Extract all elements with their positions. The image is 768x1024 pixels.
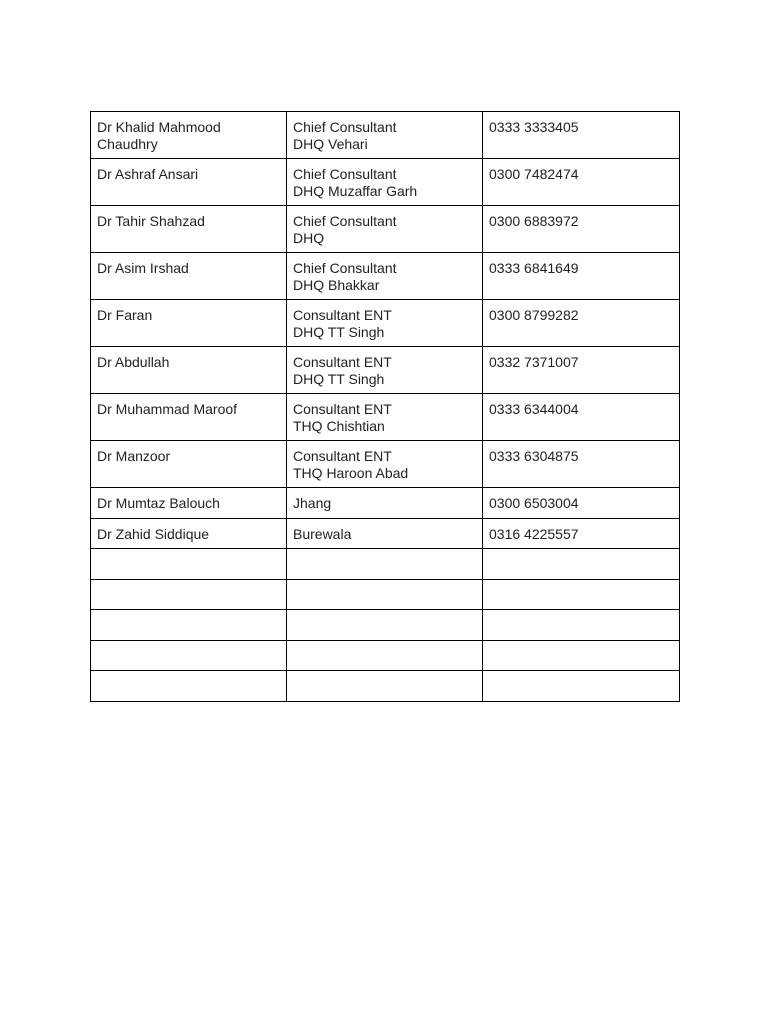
phone-cell — [483, 441, 680, 488]
doctor-name-line: Dr Faran — [97, 307, 153, 323]
doctor-name-line: Dr Abdullah — [97, 354, 170, 370]
designation-line: DHQ — [293, 229, 325, 246]
designation-cell — [287, 518, 483, 549]
name-cell — [91, 441, 287, 488]
empty-cell — [287, 610, 483, 641]
phone-number: 0332 7371007 — [489, 354, 579, 370]
empty-table-row — [91, 610, 680, 641]
empty-cell — [91, 671, 287, 702]
doctor-name-line: Dr Muhammad Maroof — [97, 401, 238, 417]
designation-line: THQ Chishtian — [293, 417, 385, 434]
phone-cell — [483, 518, 680, 549]
empty-table-row — [91, 671, 680, 702]
phone-number: 0333 6304875 — [489, 448, 579, 464]
designation-cell — [287, 300, 483, 347]
phone-cell — [483, 206, 680, 253]
name-cell — [91, 347, 287, 394]
designation-line: Chief Consultant — [293, 119, 397, 135]
name-cell — [91, 394, 287, 441]
designation-line: DHQ Vehari — [293, 135, 368, 152]
table-row — [91, 488, 680, 519]
empty-cell — [483, 579, 680, 610]
table-row — [91, 518, 680, 549]
designation-line: Chief Consultant — [293, 166, 397, 182]
doctor-name-line: Dr Manzoor — [97, 448, 171, 464]
empty-cell — [287, 579, 483, 610]
designation-cell — [287, 253, 483, 300]
designation-line: DHQ TT Singh — [293, 323, 385, 340]
name-cell — [91, 159, 287, 206]
phone-number: 0300 7482474 — [489, 166, 579, 182]
empty-cell — [91, 549, 287, 580]
table-row — [91, 347, 680, 394]
designation-line: Consultant ENT — [293, 307, 392, 323]
empty-cell — [483, 671, 680, 702]
phone-number: 0300 6883972 — [489, 213, 579, 229]
designation-cell — [287, 159, 483, 206]
phone-number: 0300 8799282 — [489, 307, 579, 323]
empty-cell — [483, 610, 680, 641]
designation-cell — [287, 112, 483, 159]
empty-cell — [91, 579, 287, 610]
name-cell — [91, 300, 287, 347]
table-row — [91, 112, 680, 159]
name-cell — [91, 488, 287, 519]
designation-line: Consultant ENT — [293, 448, 392, 464]
table-row — [91, 394, 680, 441]
phone-cell — [483, 112, 680, 159]
empty-cell — [483, 549, 680, 580]
designation-line: Consultant ENT — [293, 354, 392, 370]
designation-cell — [287, 394, 483, 441]
doctor-name-line: Dr Asim Irshad — [97, 260, 189, 276]
name-cell — [91, 206, 287, 253]
phone-number: 0333 3333405 — [489, 119, 579, 135]
table-row — [91, 441, 680, 488]
phone-cell — [483, 159, 680, 206]
contacts-table-body — [91, 112, 680, 702]
document-page — [90, 111, 679, 702]
name-cell — [91, 518, 287, 549]
empty-table-row — [91, 640, 680, 671]
phone-number: 0333 6344004 — [489, 401, 579, 417]
phone-cell — [483, 394, 680, 441]
empty-cell — [91, 640, 287, 671]
empty-cell — [287, 549, 483, 580]
doctor-name-line: Dr Tahir Shahzad — [97, 213, 205, 229]
designation-cell — [287, 488, 483, 519]
doctor-name-line: Dr Mumtaz Balouch — [97, 495, 220, 511]
designation-line: Jhang — [293, 495, 332, 511]
empty-table-row — [91, 579, 680, 610]
contacts-table — [90, 111, 680, 702]
designation-line: Chief Consultant — [293, 260, 397, 276]
phone-cell — [483, 347, 680, 394]
table-row — [91, 206, 680, 253]
name-cell — [91, 112, 287, 159]
designation-cell — [287, 347, 483, 394]
empty-cell — [91, 610, 287, 641]
designation-line: THQ Haroon Abad — [293, 464, 409, 481]
designation-line: Chief Consultant — [293, 213, 397, 229]
designation-line: DHQ TT Singh — [293, 370, 385, 387]
phone-cell — [483, 300, 680, 347]
designation-cell — [287, 441, 483, 488]
empty-cell — [483, 640, 680, 671]
phone-number: 0300 6503004 — [489, 495, 579, 511]
designation-line: DHQ Muzaffar Garh — [293, 182, 418, 199]
phone-number: 0316 4225557 — [489, 525, 579, 542]
empty-cell — [287, 640, 483, 671]
empty-cell — [287, 671, 483, 702]
table-row — [91, 300, 680, 347]
table-row — [91, 253, 680, 300]
doctor-name-line: Dr Ashraf Ansari — [97, 166, 199, 182]
name-cell — [91, 253, 287, 300]
doctor-name-line: Chaudhry — [97, 135, 158, 152]
phone-cell — [483, 253, 680, 300]
designation-cell — [287, 206, 483, 253]
phone-cell — [483, 488, 680, 519]
designation-line: Consultant ENT — [293, 401, 392, 417]
doctor-name-line: Dr Zahid Siddique — [97, 525, 210, 542]
empty-table-row — [91, 549, 680, 580]
designation-line: Burewala — [293, 525, 352, 542]
phone-number: 0333 6841649 — [489, 260, 579, 276]
doctor-name-line: Dr Khalid Mahmood — [97, 119, 221, 135]
table-row — [91, 159, 680, 206]
designation-line: DHQ Bhakkar — [293, 276, 380, 293]
